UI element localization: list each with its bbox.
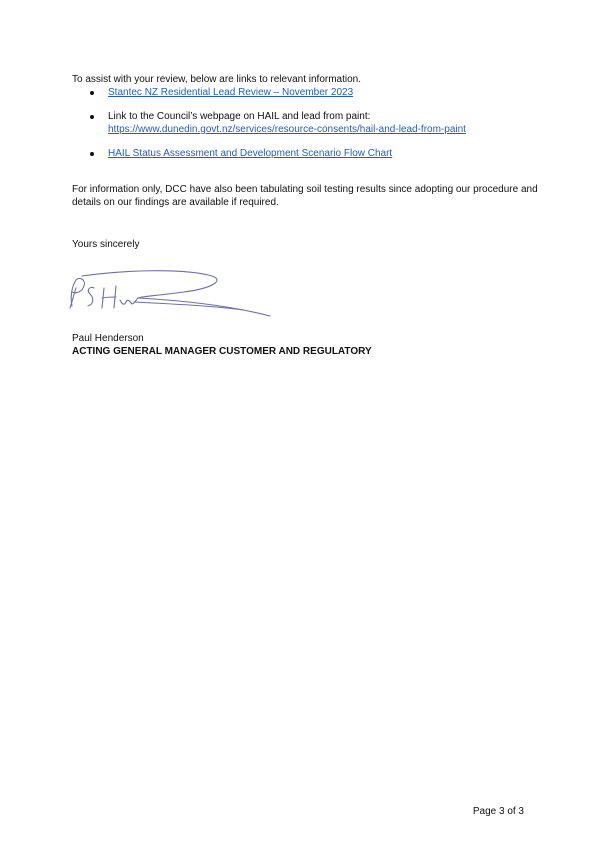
signatory-title: ACTING GENERAL MANAGER CUSTOMER AND REGULATORY <box>72 346 372 357</box>
list-item <box>72 110 542 136</box>
intro-paragraph: To assist with your review, below are links to relevant information. <box>72 74 362 85</box>
list-item <box>72 147 542 160</box>
page-number: Page 3 of 3 <box>472 806 524 817</box>
signatory-name: Paul Henderson <box>72 333 144 344</box>
hail-flow-chart-link[interactable]: HAIL Status Assessment and Development Scenario Flow Chart <box>108 148 393 159</box>
stantec-lead-review-link[interactable]: Stantec NZ Residential Lead Review – November 2023 <box>108 87 354 98</box>
bullet-icon <box>90 91 94 95</box>
closing-salutation: Yours sincerely <box>72 239 140 250</box>
bullet-icon <box>90 152 94 156</box>
info-paragraph: For information only, DCC have also been tabulating soil testing results since adopting our procedure and details on our findings are available if required. <box>72 184 538 208</box>
council-webpage-label: Link to the Council’s webpage on HAIL and lead from paint: <box>108 111 371 122</box>
bullet-icon <box>90 115 94 119</box>
list-item <box>72 86 542 99</box>
council-hail-webpage-link[interactable]: https://www.dunedin.govt.nz/services/resource-consents/hail-and-lead-from-paint <box>108 124 466 135</box>
links-list <box>72 86 542 160</box>
handwritten-signature <box>64 268 276 322</box>
